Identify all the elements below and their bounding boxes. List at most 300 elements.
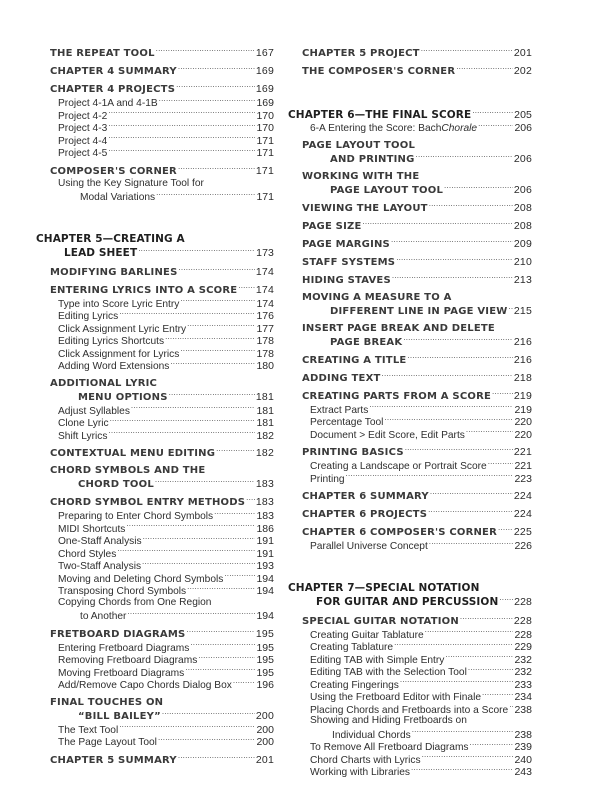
toc-entry-title: Modal Variations [80,192,156,204]
page-number: 170 [256,122,274,135]
toc-entry-sub[interactable] [292,415,532,428]
toc-entry-sub[interactable] [40,559,274,572]
toc-entry-title-line1: Using the Key Signature Tool for [58,177,204,189]
toc-entry-title: PAGE LAYOUT TOOL [330,184,444,196]
dot-leader [178,265,254,275]
page-number: 174 [256,297,274,310]
page-number: 178 [256,347,274,360]
toc-entry-title: SPECIAL GUITAR NOTATION [302,615,459,627]
toc-entry-sub[interactable] [40,678,274,691]
toc-entry-title: CHAPTER 5 SUMMARY [50,754,177,766]
toc-entry-section[interactable] [40,46,274,59]
toc-entry-section[interactable] [40,283,274,296]
dot-leader [416,152,513,162]
page-number: 219 [513,389,532,402]
page-number: 229 [514,641,532,654]
toc-entry-title: Creating Tablature [310,642,394,654]
page-number: 177 [256,322,274,335]
dot-leader [422,753,514,763]
page-number: 201 [513,47,532,59]
toc-entry-sub[interactable] [292,690,532,703]
page-number: 224 [513,490,532,502]
toc-entry-section[interactable] [40,164,274,177]
toc-entry-section[interactable] [40,464,274,490]
page-number: 191 [256,535,274,548]
toc-entry-section[interactable] [292,237,532,250]
toc-entry-title: CHAPTER 4 PROJECTS [50,84,176,95]
page-number: 201 [255,753,274,766]
toc-entry-sub[interactable] [40,121,274,134]
toc-entry-sub[interactable] [292,678,532,691]
toc-entry-title: Type into Score Lyric Entry [58,298,180,310]
toc-entry-title: ADDING TEXT [302,372,381,384]
page-number: 206 [514,122,532,135]
toc-entry-title-line1: ADDITIONAL LYRIC [50,377,158,389]
page-number: 196 [256,679,274,692]
toc-entry-title: The Text Tool [58,724,119,736]
page-number: 210 [513,255,532,268]
dot-leader [499,595,513,606]
page-number: 228 [513,614,532,627]
toc-entry-sub[interactable] [292,459,532,472]
toc-entry-title: AND PRINTING [330,153,415,165]
dot-leader [108,121,255,131]
toc-entry-sub[interactable] [40,359,274,372]
toc-entry-title-line1: CHAPTER 5—CREATING A [36,232,185,245]
toc-entry-sub[interactable] [292,740,532,753]
toc-entry-title: CHAPTER 6 PROJECTS [302,509,428,520]
dot-leader [394,640,513,650]
page-number: 218 [513,371,532,384]
toc-entry-sub[interactable] [40,735,274,748]
dot-leader [119,723,255,733]
toc-entry-title: MODIFYING BARLINES [50,266,178,278]
toc-entry-title: Preparing to Enter Chord Symbols [58,511,214,523]
toc-entry-title-line1: FINAL TOUCHES ON [50,696,164,708]
dot-leader [156,46,255,56]
dot-leader [362,219,512,229]
toc-entry-title: To Remove All Fretboard Diagrams [310,742,469,754]
dot-leader [233,678,256,688]
dot-leader [198,653,255,663]
toc-entry-title: Project 4-5 [58,148,108,160]
toc-entry-title: HIDING STAVES [302,274,391,286]
toc-entry-title: PAGE BREAK [330,336,403,348]
toc-entry-title: Adjust Syllables [58,405,130,417]
page-number: 182 [255,447,274,459]
toc-entry-sub[interactable] [292,653,532,666]
dot-leader [126,522,255,532]
toc-entry-title: Shift Lyrics [58,430,108,442]
toc-entry-title: COMPOSER'S CORNER [50,165,177,177]
toc-entry-sub[interactable] [40,404,274,417]
dot-leader [411,765,513,775]
dot-leader [412,728,514,738]
toc-entry-title: Using the Fretboard Editor with Finale [310,692,482,704]
dot-leader [403,335,513,345]
toc-entry-title: STAFF SYSTEMS [302,256,396,268]
page-number: 228 [514,628,532,641]
toc-entry-title: PRINTING BASICS [302,447,404,458]
page-number: 194 [256,610,274,623]
toc-entry-title: Parallel Universe Concept [310,541,428,553]
toc-entry-title: Clone Lyric [58,418,109,430]
toc-entry-sub[interactable] [40,334,274,347]
toc-entry-sub[interactable] [292,121,532,134]
toc-entry-title: Project 4-3 [58,123,108,135]
toc-entry-section[interactable] [40,64,274,77]
toc-entry-title-line1: INSERT PAGE BREAK AND DELETE [302,322,495,334]
toc-entry-title: Entering Fretboard Diagrams [58,642,190,654]
toc-entry-sub[interactable] [292,428,532,441]
page-number: 170 [256,109,274,122]
toc-entry-title: Project 4-4 [58,135,108,147]
toc-entry-title: Printing [310,473,345,485]
toc-entry-sub[interactable] [40,534,274,547]
dot-leader [187,322,255,332]
dot-leader [346,472,514,482]
toc-entry-chapter[interactable] [288,581,532,608]
toc-entry-title: LEAD SHEET [64,247,138,259]
toc-entry-title: FRETBOARD DIAGRAMS [50,628,186,640]
dot-leader [187,584,255,594]
dot-leader [468,665,514,675]
dot-leader [224,572,255,582]
page-number: 174 [255,265,274,278]
dot-leader [482,690,513,700]
page-number: 228 [514,596,532,608]
toc-entry-section[interactable] [292,219,532,232]
page-number: 224 [513,508,532,520]
toc-entry-title-line1: Copying Chords from One Region [58,596,212,608]
toc-entry-title: MENU OPTIONS [78,391,168,403]
dot-leader [498,525,513,535]
dot-leader [488,459,514,469]
toc-entry-title: PAGE SIZE [302,220,362,232]
page-number: 206 [513,152,532,165]
dot-leader [178,164,255,174]
toc-entry-title: Moving Fretboard Diagrams [58,667,185,679]
page-number: 205 [514,108,532,121]
dot-leader [509,703,513,713]
page-number: 213 [513,273,532,286]
toc-entry-title: Chord Styles [58,548,117,560]
toc-entry-title-italic: Chorale [441,123,478,135]
toc-entry-title: Click Assignment Lyric Entry [58,323,187,335]
page-number: 195 [255,627,274,640]
page-number: 171 [255,164,274,177]
dot-leader [382,371,513,381]
page-number: 221 [514,460,532,473]
toc-entry-chapter[interactable] [36,232,274,259]
toc-entry-section[interactable] [40,753,274,766]
toc-entry-title: CHORD TOOL [78,479,154,490]
toc-entry-sub[interactable] [40,429,274,442]
dot-leader [445,653,513,663]
page-number: 178 [256,335,274,348]
toc-entry-section[interactable] [292,273,532,286]
toc-entry-section[interactable] [40,495,274,508]
page-number: 200 [256,723,274,736]
toc-entry-section[interactable] [292,614,532,627]
toc-entry-title: CONTEXTUAL MENU EDITING [50,448,216,459]
page-number: 226 [514,540,532,553]
dot-leader [214,509,255,519]
toc-entry-section[interactable] [292,322,532,348]
dot-leader [158,735,256,745]
dot-leader [400,678,514,688]
toc-entry-section[interactable] [292,46,532,59]
dot-leader [238,283,255,293]
toc-entry-title: Creating Fingerings [310,679,399,691]
dot-leader [421,46,513,56]
page-number: 183 [256,510,274,523]
toc-entry-sub[interactable] [40,572,274,585]
toc-entry-sub[interactable] [292,472,532,485]
toc-entry-sub[interactable] [40,723,274,736]
toc-entry-title: Editing Lyrics [58,311,119,323]
dot-leader [190,641,255,651]
page-number: 234 [514,691,532,704]
toc-entry-title: 6-A Entering the Score: Bach [310,123,442,135]
dot-leader [185,666,255,676]
dot-leader [425,628,514,638]
dot-leader [138,246,255,257]
page-number: 169 [256,97,274,110]
toc-entry-sub[interactable] [292,628,532,641]
toc-entry-sub[interactable] [40,134,274,147]
page-number: 169 [255,65,274,77]
dot-leader [392,273,513,283]
dot-leader [444,183,513,193]
toc-entry-title: Removing Fretboard Diagrams [58,655,198,667]
toc-entry-sub[interactable] [292,665,532,678]
toc-entry-title: Editing TAB with Simple Entry [310,654,445,666]
toc-entry-section[interactable] [40,82,274,95]
page-number: 240 [514,753,532,766]
toc-entry-title: One-Staff Analysis [58,536,142,548]
toc-entry-title: Two-Staff Analysis [58,561,142,573]
dot-leader [384,415,513,425]
page-number: 171 [256,147,274,160]
toc-entry-sub[interactable] [292,703,532,716]
toc-entry-title: Project 4-2 [58,110,108,122]
toc-entry-section[interactable] [292,489,532,502]
dot-leader [108,146,255,156]
toc-entry-title: CREATING PARTS FROM A SCORE [302,390,491,402]
dot-leader [478,121,513,131]
toc-entry-sub[interactable] [292,640,532,653]
dot-leader [456,64,513,74]
page-number: 195 [256,654,274,667]
page-number: 215 [513,304,532,317]
page-number: 233 [514,678,532,691]
page-number: 225 [513,526,532,538]
dot-leader [119,309,255,319]
toc-entry-section[interactable] [292,389,532,402]
toc-entry-sub[interactable] [40,597,274,622]
toc-entry-title: “BILL BAILEY” [78,710,161,722]
page-number: 174 [255,283,274,296]
toc-entry-title: Creating a Landscape or Portrait Score [310,461,487,473]
page-number: 173 [256,247,274,259]
toc-entry-sub[interactable] [40,666,274,679]
toc-entry-section[interactable] [292,507,532,520]
toc-left-column [36,46,274,766]
toc-entry-section[interactable] [292,64,532,77]
page-number: 181 [256,417,274,430]
toc-entry-title: DIFFERENT LINE IN PAGE VIEW [330,305,508,317]
toc-entry-sub[interactable] [292,539,532,552]
toc-entry-title: CHORD SYMBOL ENTRY METHODS [50,497,246,508]
toc-entry-sub[interactable] [40,347,274,360]
toc-entry-title: Click Assignment for Lyrics [58,348,180,360]
page-number: 195 [256,641,274,654]
dot-leader [155,477,255,487]
toc-entry-title-line1: CHAPTER 7—SPECIAL NOTATION [288,581,480,594]
dot-leader [246,495,255,505]
toc-entry-title: Adding Word Extensions [58,361,170,373]
toc-entry-section[interactable] [40,377,274,403]
dot-leader [460,614,513,624]
toc-entry-title: Transposing Chord Symbols [58,586,187,598]
toc-entry-title: FOR GUITAR AND PERCUSSION [316,596,499,608]
toc-entry-title: Chord Charts with Lyrics [310,754,421,766]
toc-entry-sub[interactable] [40,522,274,535]
page-number: 220 [514,416,532,429]
toc-entry-sub[interactable] [40,109,274,122]
toc-entry-sub[interactable] [292,715,532,740]
toc-entry-section[interactable] [40,265,274,278]
dot-leader [156,190,255,200]
toc-entry-sub[interactable] [292,753,532,766]
dot-leader [169,390,255,400]
dot-leader [405,445,513,455]
toc-entry-title: Individual Chords [332,729,411,741]
toc-right-column [288,46,532,779]
toc-entry-sub[interactable] [292,403,532,416]
toc-entry-section[interactable] [292,139,532,165]
toc-entry-title: CHAPTER 5 PROJECT [302,48,420,59]
toc-entry-title-line1: MOVING A MEASURE TO A [302,291,452,303]
toc-entry-sub[interactable] [40,297,274,310]
page-number: 183 [255,478,274,490]
toc-entry-title: Document > Edit Score, Edit Parts [310,429,465,441]
dot-leader [470,740,514,750]
toc-entry-title: Creating Guitar Tablature [310,629,424,641]
toc-entry-title: MIDI Shortcuts [58,523,126,535]
toc-entry-title: PAGE MARGINS [302,238,390,250]
toc-entry-title-line1: Showing and Hiding Fretboards on [310,715,467,726]
page-number: 183 [255,496,274,508]
toc-entry-sub[interactable] [40,641,274,654]
toc-entry-sub[interactable] [40,509,274,522]
page-number: 180 [256,360,274,373]
dot-leader [492,389,513,399]
toc-entry-section[interactable] [40,627,274,640]
dot-leader [428,507,513,517]
toc-entry-title: CREATING A TITLE [302,354,407,366]
dot-leader [472,107,513,118]
dot-leader [159,96,256,106]
page-number: 216 [513,353,532,366]
dot-leader [391,237,513,247]
toc-entry-section[interactable] [292,201,532,214]
dot-leader [117,547,255,557]
page-number: 176 [256,310,274,323]
page-number: 169 [255,83,274,95]
toc-entry-title: THE REPEAT TOOL [50,48,155,59]
dot-leader [108,429,255,439]
toc-entry-sub[interactable] [40,146,274,159]
toc-entry-sub[interactable] [40,653,274,666]
toc-entry-section[interactable] [292,371,532,384]
page-number: 220 [514,428,532,441]
toc-entry-sub[interactable] [40,416,274,429]
dot-leader [407,353,512,363]
toc-entry-chapter[interactable] [288,107,532,121]
toc-entry-sub[interactable] [40,547,274,560]
toc-entry-sub[interactable] [40,309,274,322]
dot-leader [429,539,514,549]
page-number: 202 [513,65,532,77]
toc-entry-title-line1: WORKING WITH THE [302,170,420,182]
dot-leader [162,709,255,719]
page-number: 221 [513,446,532,458]
toc-entry-section[interactable] [292,445,532,458]
page-number: 208 [513,219,532,232]
page-number: 200 [256,736,274,749]
page-number: 238 [514,703,532,716]
page-number: 239 [514,741,532,754]
page-number: 171 [256,134,274,147]
toc-entry-title: CHAPTER 6 COMPOSER'S CORNER [302,527,497,538]
toc-entry-sub[interactable] [292,765,532,778]
toc-entry-section[interactable] [40,696,274,722]
toc-entry-sub[interactable] [40,322,274,335]
toc-entry-section[interactable] [292,170,532,196]
toc-entry-title: Placing Chords and Fretboards into a Score [310,704,509,716]
dot-leader [369,403,513,413]
toc-entry-title: Extract Parts [310,404,369,416]
page-number: 193 [256,560,274,573]
toc-entry-title: ENTERING LYRICS INTO A SCORE [50,284,238,296]
toc-entry-section[interactable] [40,446,274,459]
toc-entry-sub[interactable] [40,96,274,109]
toc-entry-sub[interactable] [40,178,274,203]
toc-entry-title: Working with Libraries [310,767,411,779]
page-number: 219 [514,403,532,416]
toc-entry-section[interactable] [292,291,532,317]
page-number: 171 [256,191,274,204]
toc-entry-title: Add/Remove Capo Chords Dialog Box [58,680,232,692]
page-number: 208 [513,201,532,214]
toc-entry-title: CHAPTER 6 SUMMARY [302,491,429,502]
page-number: 232 [514,653,532,666]
page-number: 181 [256,404,274,417]
dot-leader [180,297,255,307]
page-number: 182 [256,429,274,442]
dot-leader [108,134,255,144]
toc-entry-section[interactable] [292,525,532,538]
toc-entry-title: Editing Lyrics Shortcuts [58,336,165,348]
toc-entry-section[interactable] [292,353,532,366]
dot-leader [180,347,255,357]
toc-entry-sub[interactable] [40,584,274,597]
dot-leader [110,416,256,426]
toc-entry-section[interactable] [292,255,532,268]
toc-entry-title: to Another [80,611,127,623]
